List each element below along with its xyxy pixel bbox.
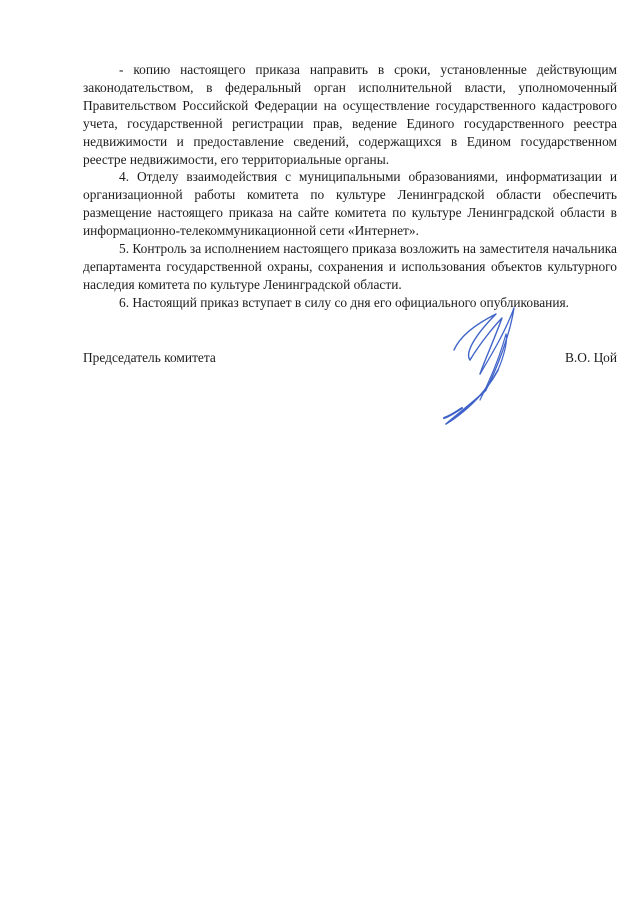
signer-name: В.О. Цой (565, 350, 617, 365)
signature-block (83, 349, 617, 369)
paragraph-item-4: 4. Отделу взаимодействия с муниципальными образованиями, информатизации и организационной работы комитета по культуре Ленинградской области обеспечить размещение настоящего приказа на сайте комитета по культуре Ленинградской области в информационно-телекоммуникационной сети «Интернет». (83, 169, 617, 239)
handwritten-signature (440, 300, 530, 430)
paragraph-copy-order: - копию настоящего приказа направить в сроки, установленные действующим законодательством, в федеральный орган исполнительной власти, уполномоченный Правительством Российской Федерации на осуществление государственного кадастрового учета, государственной регистрации прав, ведение Единого государственного реестра недвижимости и предоставление сведений, содержащихся в Едином государственном реестре недвижимости, его территориальные органы. (83, 62, 617, 167)
document-body (83, 61, 617, 312)
signer-title: Председатель комитета (83, 350, 216, 365)
paragraph-item-6: 6. Настоящий приказ вступает в силу со дня его официального опубликования. (119, 294, 569, 310)
paragraph-item-5: 5. Контроль за исполнением настоящего приказа возложить на заместителя начальника департамента государственной охраны, сохранения и использования объектов культурного наследия комитета по культуре Ленинградской области. (83, 241, 617, 292)
